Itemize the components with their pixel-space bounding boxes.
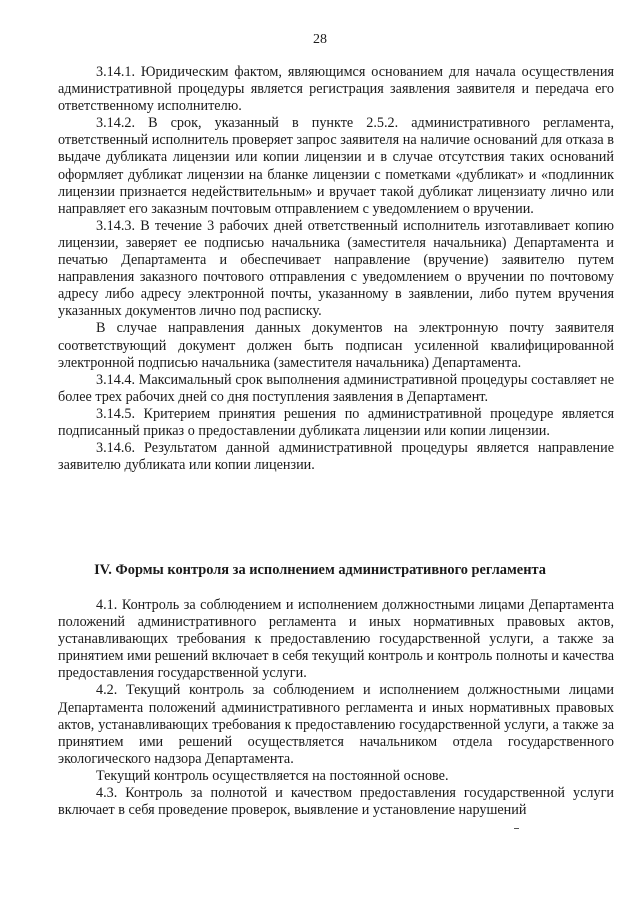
paragraph-4-1: 4.1. Контроль за соблюдением и исполнением должностными лицами Департамента положений административного регламента и иных нормативных правовых актов, устанавливающих требования к предоставлению государственной услуги, а также за принятием ими решений включает в себя текущий контроль и контроль полноты и качества предоставления государственной услуги. [58, 597, 614, 682]
page-number: 28 [313, 32, 327, 47]
paragraph-3-14-1: 3.14.1. Юридическим фактом, являющимся основанием для начала осуществления административной процедуры является регистрация заявления заявителя и передача его ответственному исполнителю. [58, 64, 614, 115]
paragraph-3-14-4: 3.14.4. Максимальный срок выполнения административной процедуры составляет не более трех рабочих дней со дня поступления заявления в Департамент. [58, 371, 614, 405]
section-iv-text [58, 597, 614, 819]
section-iv-heading: IV. Формы контроля за исполнением административного регламента [94, 562, 546, 578]
paragraph-3-14-5: 3.14.5. Критерием принятия решения по административной процедуре является подписанный приказ о предоставлении дубликата лицензии или копии лицензии. [58, 405, 614, 439]
paragraph-3-14-3: 3.14.3. В течение 3 рабочих дней ответственный исполнитель изготавливает копию лицензии, заверяет ее подписью начальника (заместителя начальника) Департамента и печатью Департамента и обеспечивает направление (вручение) заявителю путем направления заказного почтового отправления с уведомлением о вручении по почтовому адресу либо адресу электронной почты, указанному в заявлении, либо путем вручения указанных документов лично под расписку. [58, 217, 614, 320]
paragraph-electronic-delivery: В случае направления данных документов на электронную почту заявителя соответствующий документ должен быть подписан усиленной квалифицированной электронной подписью начальника (заместителя начальника) Департамента. [58, 320, 614, 371]
scan-mark [514, 828, 519, 829]
paragraph-4-2: 4.2. Текущий контроль за соблюдением и исполнением должностными лицами Департамента положений административного регламента и иных нормативных правовых актов, устанавливающих требования к предоставлению государственной услуги, а также за принятием ими решений осуществляется начальником отдела государственного экологического надзора Департамента. [58, 682, 614, 767]
paragraph-ongoing-control: Текущий контроль осуществляется на постоянной основе. [96, 767, 449, 784]
section-3-14-text [58, 64, 614, 474]
paragraph-3-14-2: 3.14.2. В срок, указанный в пункте 2.5.2. административного регламента, ответственный исполнитель проверяет запрос заявителя на наличие оснований для отказа в выдаче дубликата лицензии или копии лицензии и в случае отсутствия таких оснований оформляет дубликат лицензии на бланке лицензии с пометками «дубликат» и «подлинник лицензии признается недействительным» и вручает такой дубликат лицензиату лично или направляет его заказным почтовым отправлением с уведомлением о вручении. [58, 115, 614, 217]
paragraph-3-14-6: 3.14.6. Результатом данной административной процедуры является направление заявителю дубликата или копии лицензии. [58, 440, 614, 474]
paragraph-4-3: 4.3. Контроль за полнотой и качеством предоставления государственной услуги включает в себя проведение проверок, выявление и установление нарушений [58, 785, 614, 819]
